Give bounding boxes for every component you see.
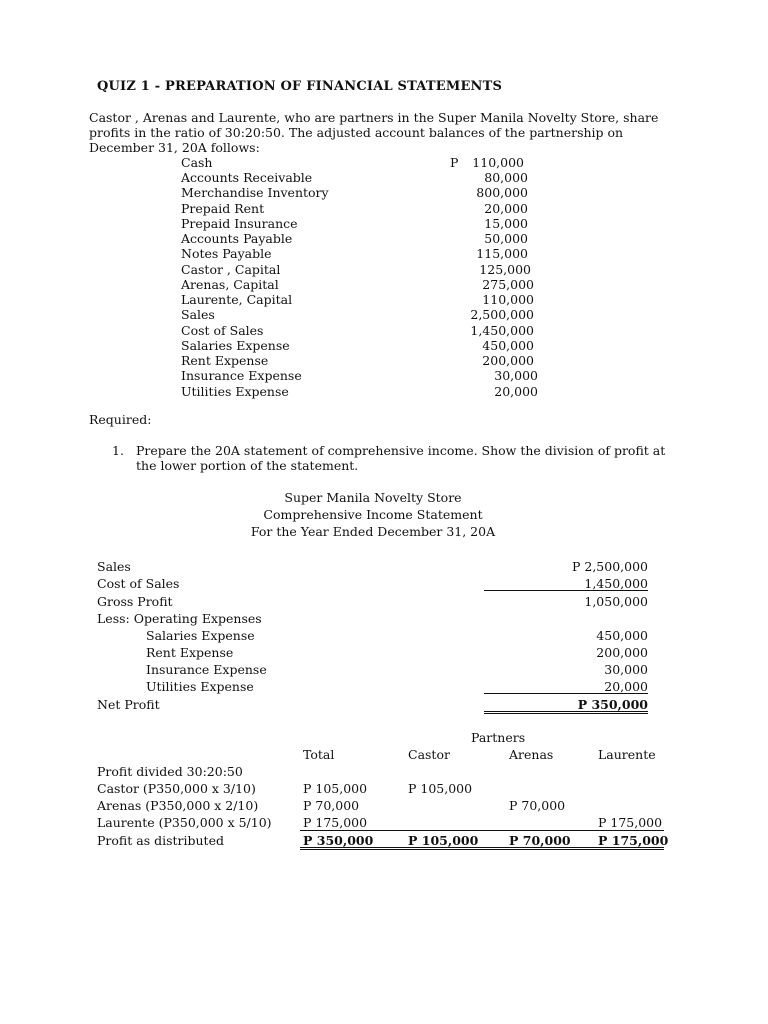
account-value: 450,000 [482,338,534,353]
gross-profit-value: 1,050,000 [584,594,648,609]
account-name: Castor , Capital [181,262,281,277]
row-total: P 105,000 [303,781,368,796]
company-name: Super Manila Novelty Store [284,490,462,505]
totals-laurente: P 175,000 [598,833,669,848]
problem-intro: Castor , Arenas and Laurente, who are partners in the Super Manila Novelty Store, share profits in the ratio of 30:20:50. The adjusted account balances of the partnership on December 31, 20A follows: [89,110,659,155]
row-castor: P 105,000 [408,781,473,796]
currency-symbol: P [450,155,459,170]
statement-name: Comprehensive Income Statement [263,507,483,522]
account-name: Accounts Receivable [181,170,313,185]
account-name: Utilities Expense [181,384,289,399]
expense-value: 20,000 [604,679,648,694]
account-value: 50,000 [484,231,528,246]
expense-label: Insurance Expense [146,662,267,677]
account-value: 2,500,000 [470,307,534,322]
cost-of-sales-value: 1,450,000 [584,576,648,591]
account-value: 200,000 [482,353,534,368]
totals-castor: P 105,000 [408,833,479,848]
net-profit-value: P 350,000 [577,697,648,712]
account-name: Prepaid Rent [181,201,265,216]
account-value: 15,000 [484,216,528,231]
expense-label: Salaries Expense [146,628,255,643]
totals-double-rule [300,847,664,850]
expense-value: 200,000 [596,645,648,660]
totals-rule [300,830,664,831]
account-name: Merchandise Inventory [181,185,329,200]
account-value: 110,000 [472,155,524,170]
totals-arenas: P 70,000 [509,833,571,848]
account-name: Arenas, Capital [181,277,279,292]
row-total: P 70,000 [303,798,360,813]
row-total: P 175,000 [303,815,368,830]
account-name: Salaries Expense [181,338,290,353]
totals-total: P 350,000 [303,833,374,848]
account-name: Laurente, Capital [181,292,293,307]
expense-label: Utilities Expense [146,679,254,694]
account-value: 115,000 [476,246,528,261]
requirement-text: Prepare the 20A statement of comprehensive income. Show the division of profit at the lower portion of the statement. [136,443,666,473]
required-label: Required: [89,412,152,427]
account-value: 275,000 [482,277,534,292]
subtotal-rule [484,693,648,694]
net-profit-label: Net Profit [97,697,160,712]
col-header-castor: Castor [408,747,450,762]
division-caption: Profit divided 30:20:50 [97,764,243,779]
sales-value: P 2,500,000 [571,559,648,574]
col-header-arenas: Arenas [509,747,554,762]
gross-profit-label: Gross Profit [97,594,173,609]
account-value: 80,000 [484,170,528,185]
account-name: Rent Expense [181,353,269,368]
account-value: 20,000 [484,201,528,216]
account-value: 30,000 [494,368,538,383]
col-header-laurente: Laurente [598,747,656,762]
account-name: Cost of Sales [181,323,264,338]
col-header-total: Total [303,747,335,762]
row-label: Laurente (P350,000 x 5/10) [97,815,272,830]
sales-label: Sales [97,559,131,574]
expense-value: 30,000 [604,662,648,677]
account-value: 110,000 [482,292,534,307]
statement-period: For the Year Ended December 31, 20A [250,524,496,539]
expense-label: Rent Expense [146,645,234,660]
operating-expenses-label: Less: Operating Expenses [97,611,262,626]
row-arenas: P 70,000 [509,798,566,813]
account-value: 125,000 [479,262,531,277]
totals-label: Profit as distributed [97,833,224,848]
requirement-number: 1. [112,443,124,458]
account-value: 20,000 [494,384,538,399]
row-label: Arenas (P350,000 x 2/10) [97,798,259,813]
account-name: Notes Payable [181,246,272,261]
row-laurente: P 175,000 [598,815,663,830]
partners-header: Partners [471,730,526,745]
quiz-title: QUIZ 1 - PREPARATION OF FINANCIAL STATEMENTS [97,79,503,94]
account-name: Prepaid Insurance [181,216,298,231]
account-name: Sales [181,307,215,322]
account-name: Cash [181,155,213,170]
account-value: 800,000 [476,185,528,200]
cost-of-sales-label: Cost of Sales [97,576,180,591]
expense-value: 450,000 [596,628,648,643]
account-value: 1,450,000 [470,323,534,338]
net-profit-double-rule [484,711,648,714]
account-name: Insurance Expense [181,368,302,383]
row-label: Castor (P350,000 x 3/10) [97,781,256,796]
account-name: Accounts Payable [181,231,293,246]
subtotal-rule [484,590,648,591]
